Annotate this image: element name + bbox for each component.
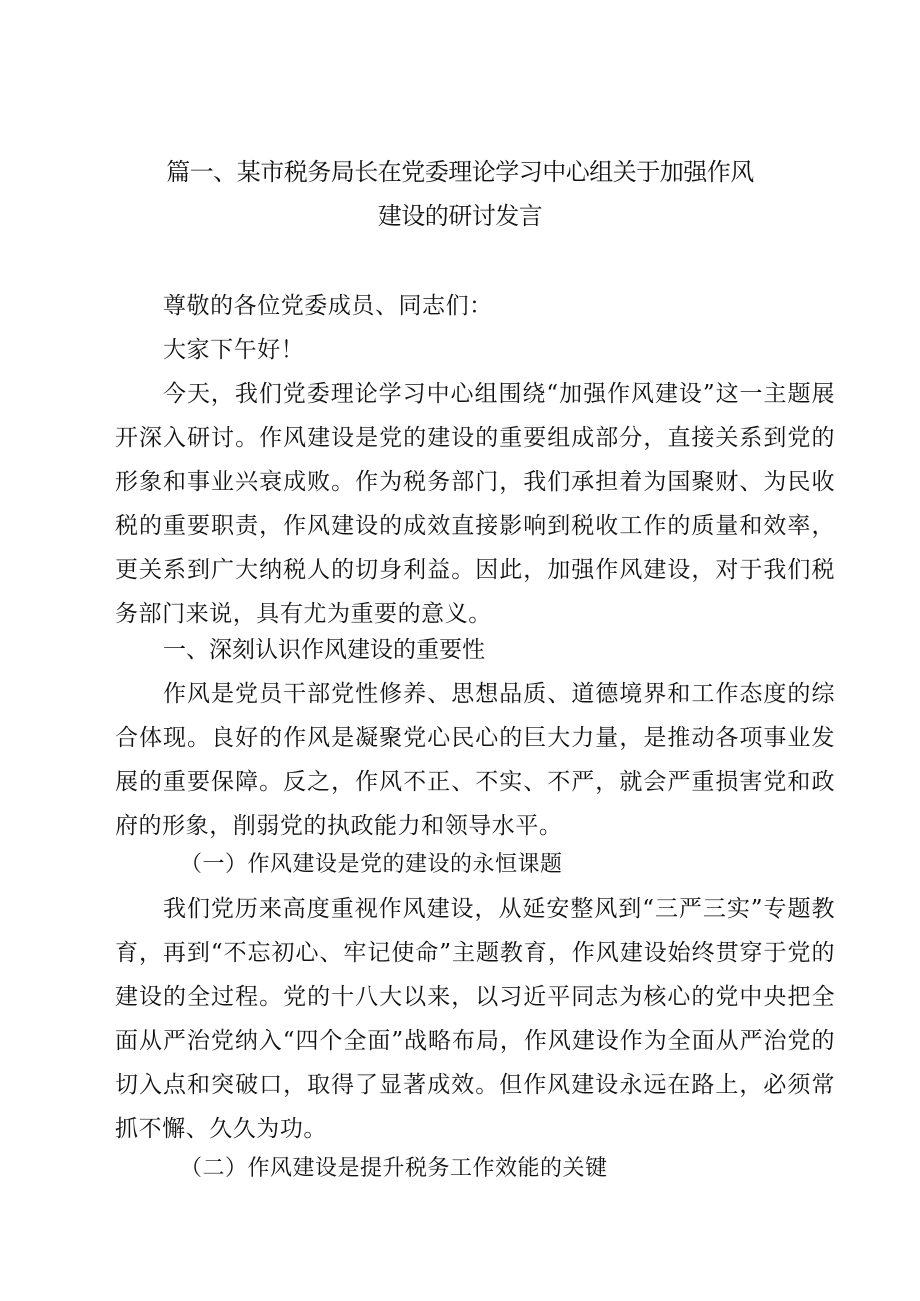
subsection-1-paragraph: 我们党历来高度重视作风建设，从延安整风到“三严三实”专题教育，再到“不忘初心、牢记使命”主题教育，作风建设始终贯穿于党的建设的全过程。党的十八大以来，以习近平同志为核心的党中央把全面从严治党纳入“四个全面”战略布局，作风建设作为全面从严治党的切入点和突破口，取得了显著成效。但作风建设永远在路上，必须常抓不懈、久久为功。 [115, 896, 835, 1142]
section-1-paragraph: 作风是党员干部党性修养、思想品质、道德境界和工作态度的综合体现。良好的作风是凝聚党心民心的巨大力量，是推动各项事业发展的重要保障。反之，作风不正、不实、不严，就会严重损害党和政府的形象，削弱党的执政能力和领导水平。 [115, 681, 835, 839]
intro-paragraph: 今天，我们党委理论学习中心组围绕“加强作风建设”这一主题展开深入研讨。作风建设是党的建设的重要组成部分，直接关系到党的形象和事业兴衰成败。作为税务部门，我们承担着为国聚财、为民收税的重要职责，作风建设的成效直接影响到税收工作的质量和效率，更关系到广大纳税人的切身利益。因此，加强作风建设，对于我们税务部门来说，具有尤为重要的意义。 [115, 381, 835, 627]
greeting: 大家下午好！ [163, 337, 305, 363]
document-title-line-1: 篇一、某市税务局长在党委理论学习中心组关于加强作风 [166, 158, 754, 186]
section-heading-1: 一、深刻认识作风建设的重要性 [163, 637, 485, 663]
subsection-heading-1: （一）作风建设是党的建设的永恒课题 [180, 852, 563, 877]
salutation: 尊敬的各位党委成员、同志们： [163, 293, 493, 319]
subsection-heading-2: （二）作风建设是提升税务工作效能的关键 [180, 1156, 608, 1181]
document-title-line-2: 建设的研讨发言 [377, 202, 543, 230]
